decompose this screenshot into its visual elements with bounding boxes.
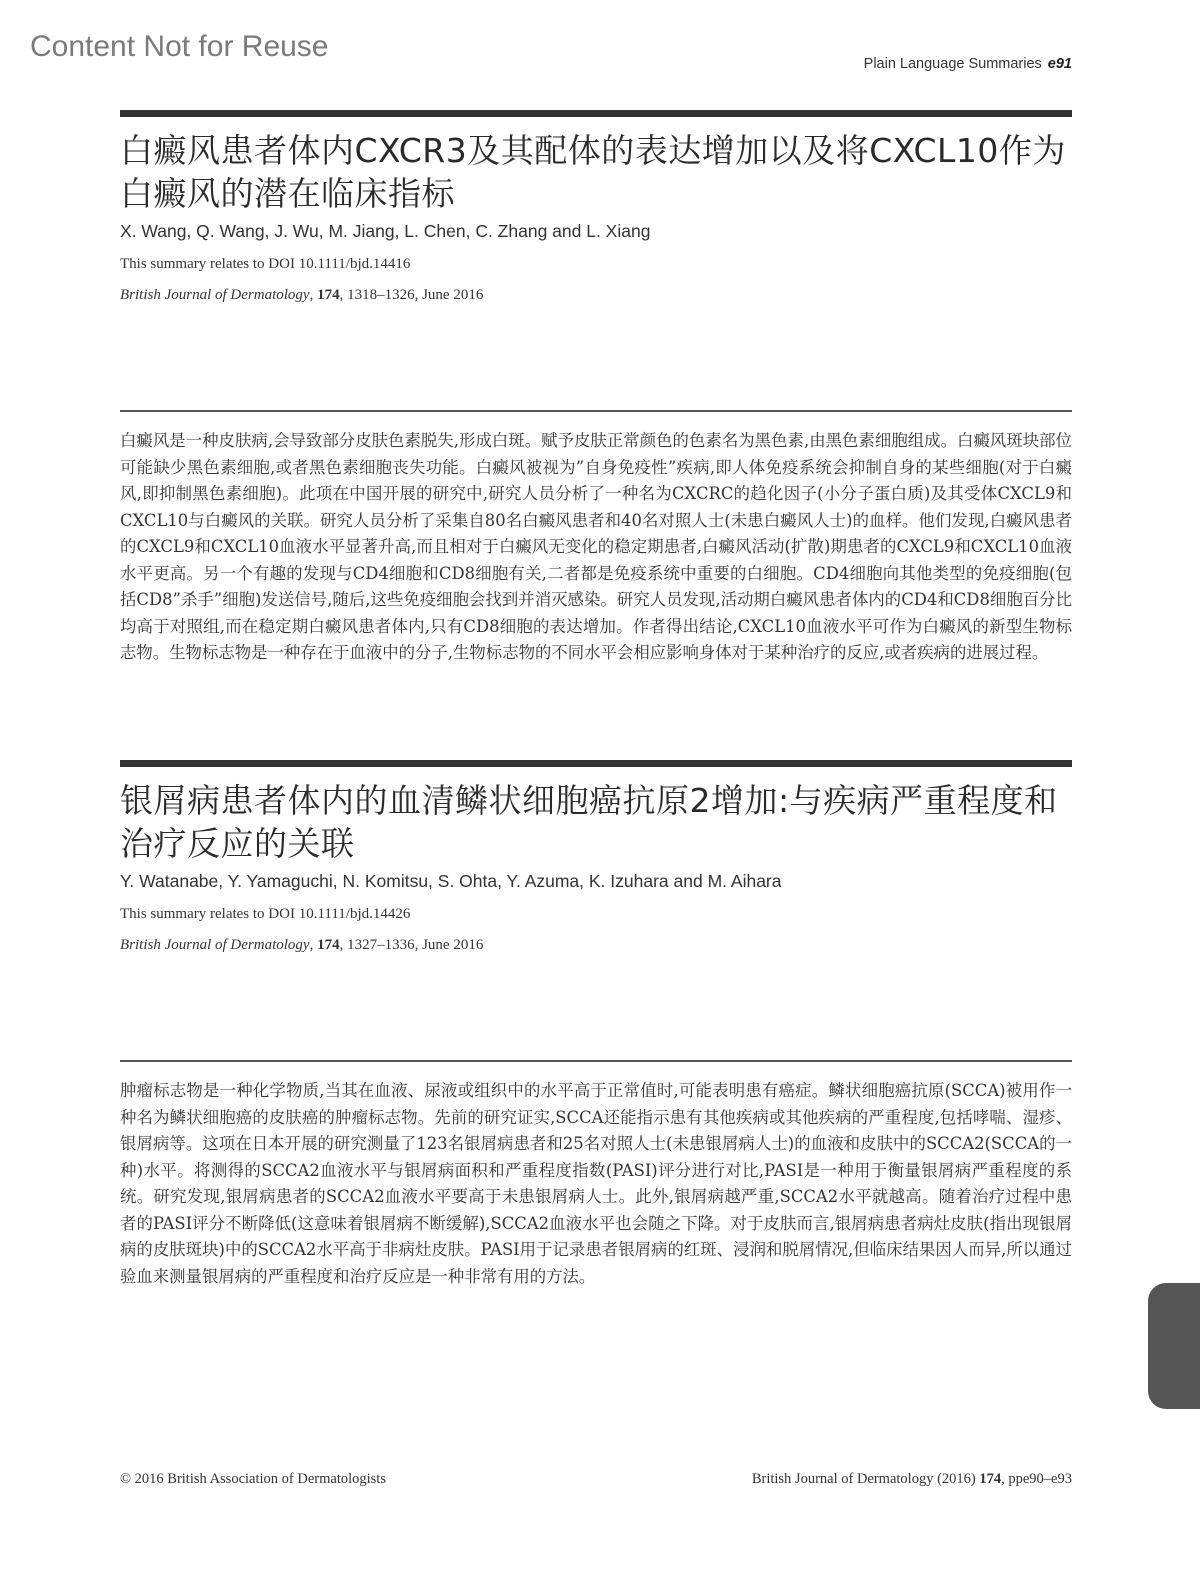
article-title: 银屑病患者体内的血清鳞状细胞癌抗原2增加:与疾病严重程度和治疗反应的关联	[120, 781, 1058, 863]
summary-body: 肿瘤标志物是一种化学物质,当其在血液、尿液或组织中的水平高于正常值时,可能表明患有癌症。鳞状细胞癌抗原(SCCA)被用作一种名为鳞状细胞癌的皮肤癌的肿瘤标志物。先前的研究证实,SCCA还能指示患有其他疾病或其他疾病的严重程度,包括哮喘、湿疹、银屑病等。这项在日本开展的研究测量了123名银屑病患者和25名对照人士(未患银屑病人士)的血液和皮肤中的SCCA2(SCCA的一种)水平。将测得的SCCA2血液水平与银屑病面积和严重程度指数(PASI)评分进行对比,PASI是一种用于衡量银屑病严重程度的系统。研究发现,银屑病患者的SCCA2血液水平要高于未患银屑病人士。此外,银屑病越严重,SCCA2水平就越高。随着治疗过程中患者的PASI评分不断降低(这意味着银屑病不断缓解),SCCA2血液水平也会随之下降。对于皮肤而言,银屑病患者病灶皮肤(指出现银屑病的皮肤斑块)中的SCCA2水平高于非病灶皮肤。PASI用于记录患者银屑病的红斑、浸润和脱屑情况,但临床结果因人而异,所以通过验血来测量银屑病的严重程度和治疗反应是一种非常有用的方法。	[120, 1081, 1072, 1286]
footer-pages: , ppe90–e93	[1001, 1471, 1072, 1487]
article-top-rule	[120, 110, 1072, 117]
running-head	[864, 56, 1072, 72]
citation-volume: 174	[317, 287, 340, 303]
footer-copyright: © 2016 British Association of Dermatologists	[120, 1471, 386, 1487]
article-citation: British Journal of Dermatology, 174, 1318–1326, June 2016	[120, 287, 484, 303]
citation-journal: British Journal of Dermatology	[120, 287, 310, 303]
footer-journal-name: British Journal of Dermatology (2016)	[751, 1471, 980, 1487]
article-title: 白癜风患者体内CXCR3及其配体的表达增加以及将CXCL10作为白癜风的潜在临床指标	[120, 131, 1066, 213]
article-authors: Y. Watanabe, Y. Yamaguchi, N. Komitsu, S. Ohta, Y. Azuma, K. Izuhara and M. Aihara	[120, 871, 782, 891]
citation-pages: , 1318–1326, June 2016	[339, 287, 484, 303]
summary-divider	[120, 1060, 1072, 1062]
article-doi: This summary relates to DOI 10.1111/bjd.14426	[120, 906, 411, 922]
article-authors: X. Wang, Q. Wang, J. Wu, M. Jiang, L. Chen, C. Zhang and L. Xiang	[120, 221, 651, 241]
citation-journal: British Journal of Dermatology	[120, 937, 310, 953]
summary-body: 白癜风是一种皮肤病,会导致部分皮肤色素脱失,形成白斑。赋予皮肤正常颜色的色素名为黑色素,由黑色素细胞组成。白癜风斑块部位可能缺少黑色素细胞,或者黑色素细胞丧失功能。白癜风被视为”自身免疫性”疾病,即人体免疫系统会抑制自身的某些细胞(对于白癜风,即抑制黑色素细胞)。此项在中国开展的研究中,研究人员分析了一种名为CXCRC的趋化因子(小分子蛋白质)及其受体CXCL9和CXCL10与白癜风的关联。研究人员分析了采集自80名白癜风患者和40名对照人士(未患白癜风人士)的血样。他们发现,白癜风患者的CXCL9和CXCL10血液水平显著升高,而且相对于白癜风无变化的稳定期患者,白癜风活动(扩散)期患者的CXCL9和CXCL10血液水平更高。另一个有趣的发现与CD4细胞和CD8细胞有关,二者都是免疫系统中重要的白细胞。CD4细胞向其他类型的免疫细胞(包括CD8”杀手”细胞)发送信号,随后,这些免疫细胞会找到并消灭感染。研究人员发现,活动期白癜风患者体内的CD4和CD8细胞百分比均高于对照组,而在稳定期白癜风患者体内,只有CD8细胞的表达增加。作者得出结论,CXCL10血液水平可作为白癜风的新型生物标志物。生物标志物是一种存在于血液中的分子,生物标志物的不同水平会相应影响身体对于某种治疗的反应,或者疾病的进展过程。	[120, 431, 1072, 662]
article-citation: British Journal of Dermatology, 174, 1327–1336, June 2016	[120, 937, 484, 953]
citation-volume: 174	[317, 937, 340, 953]
page-number: e91	[1047, 56, 1072, 72]
footer-journal	[752, 1471, 1072, 1488]
side-tab-marker	[1148, 1283, 1200, 1409]
article-top-rule	[120, 760, 1072, 767]
summary-divider	[120, 410, 1072, 412]
footer-volume: 174	[979, 1471, 1002, 1487]
article-2	[120, 760, 1072, 1320]
watermark: Content Not for Reuse	[30, 30, 329, 63]
running-head-section: Plain Language Summaries	[863, 56, 1042, 72]
article-doi: This summary relates to DOI 10.1111/bjd.14416	[120, 256, 411, 272]
article-1	[120, 110, 1072, 710]
citation-pages: , 1327–1336, June 2016	[339, 937, 484, 953]
